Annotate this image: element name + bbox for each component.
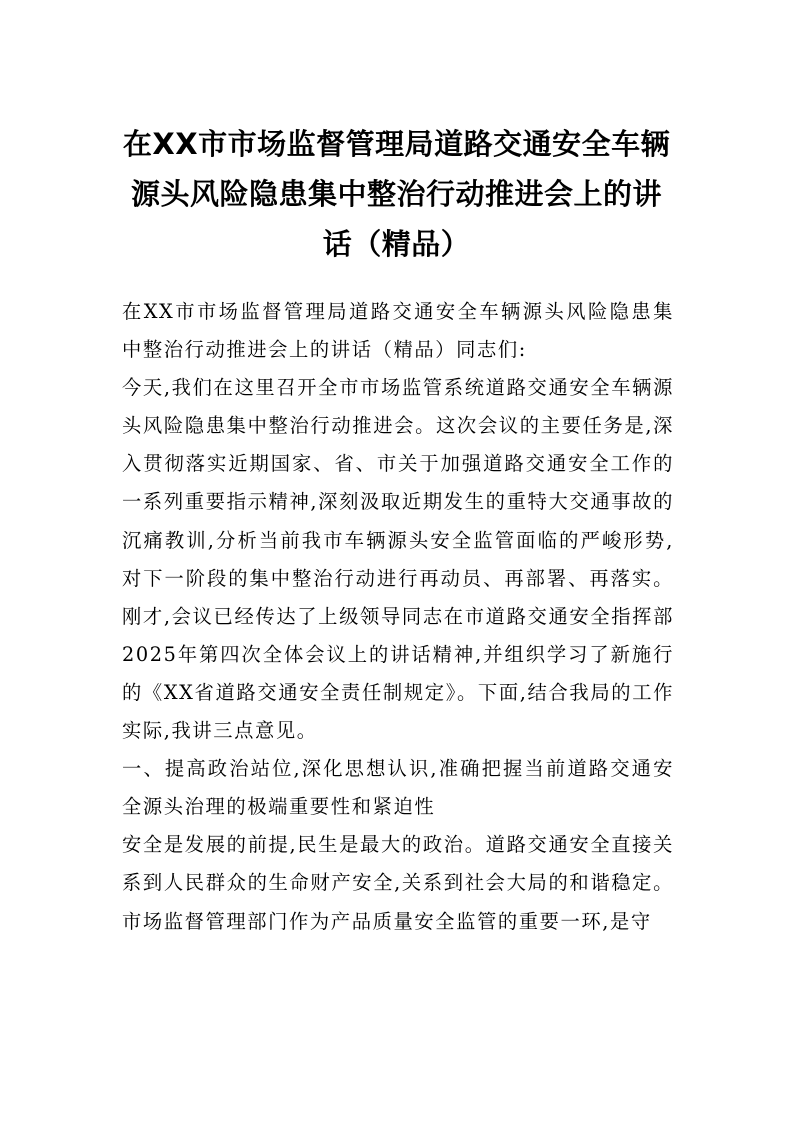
section-heading-one: 一、提高政治站位,深化思想认识,准确把握当前道路交通安全源头治理的极端重要性和紧迫性 xyxy=(122,757,674,819)
document-title: 在XX市市场监督管理局道路交通安全车辆源头风险隐患集中整治行动推进会上的讲话（精品） xyxy=(122,127,671,261)
document-body xyxy=(122,293,674,941)
paragraph-opening: 在XX市市场监督管理局道路交通安全车辆源头风险隐患集中整治行动推进会上的讲话（精品）同志们: xyxy=(122,300,674,362)
paragraph-introduction: 今天,我们在这里召开全市市场监管系统道路交通安全车辆源头风险隐患集中整治行动推进会。这次会议的主要任务是,深入贯彻落实近期国家、省、市关于加强道路交通安全工作的一系列重要指示精神,深刻汲取近期发生的重特大交通事故的沉痛教训,分析当前我市车辆源头安全监管面临的严峻形势,对下一阶段的集中整治行动进行再动员、再部署、再落实。刚才,会议已经传达了上级领导同志在市道路交通安全指挥部2025年第四次全体会议上的讲话精神,并组织学习了新施行的《XX省道路交通安全责任制规定》。下面,结合我局的工作实际,我讲三点意见。 xyxy=(122,376,674,743)
paragraph-section-one: 安全是发展的前提,民生是最大的政治。道路交通安全直接关系到人民群众的生命财产安全,关系到社会大局的和谐稳定。市场监督管理部门作为产品质量安全监管的重要一环,是守 xyxy=(122,833,674,933)
